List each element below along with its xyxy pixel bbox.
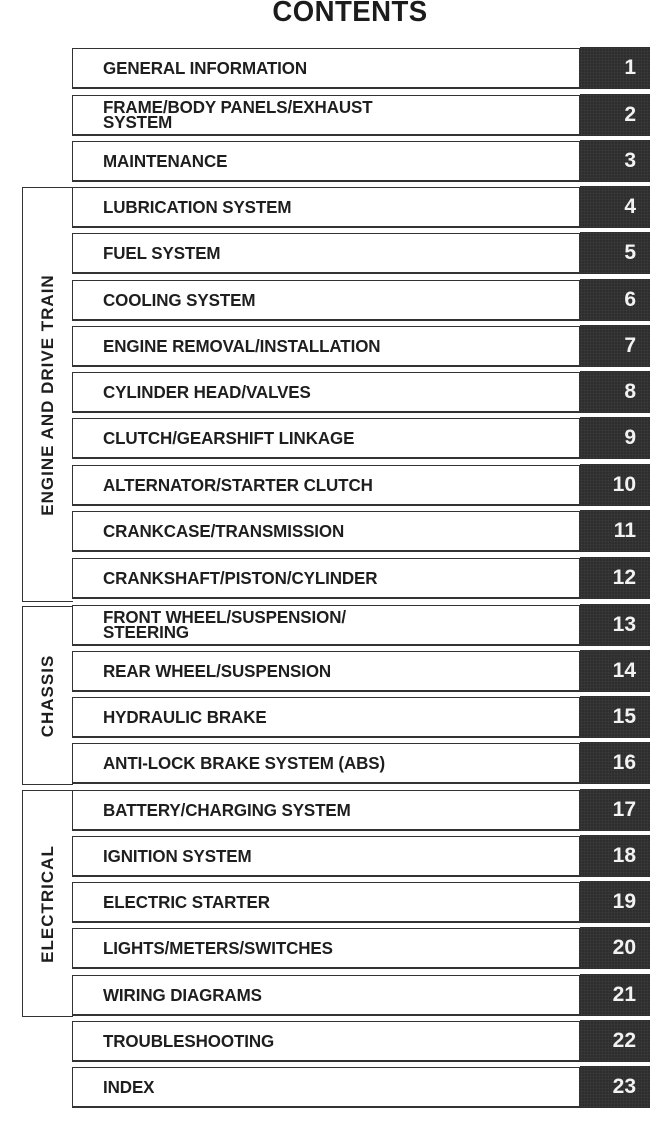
section-number: 13: [612, 613, 636, 636]
section-title[interactable]: ELECTRIC STARTER: [103, 891, 270, 912]
section-tab[interactable]: [580, 232, 650, 274]
section-tab[interactable]: [580, 835, 650, 877]
section-number: 6: [624, 288, 636, 311]
section-row-15[interactable]: [72, 697, 650, 737]
section-tab[interactable]: [580, 371, 650, 413]
section-title[interactable]: ALTERNATOR/STARTER CLUTCH: [103, 474, 373, 495]
section-tab[interactable]: [580, 650, 650, 692]
section-number: 16: [612, 751, 636, 774]
section-tab[interactable]: [580, 417, 650, 459]
group-chassis: [22, 606, 73, 785]
section-row-18[interactable]: [72, 836, 650, 876]
section-title[interactable]: FUEL SYSTEM: [103, 242, 221, 263]
section-number: 15: [612, 705, 636, 728]
section-row-22[interactable]: [72, 1021, 650, 1061]
section-tab[interactable]: [580, 927, 650, 969]
section-row-2[interactable]: [72, 95, 650, 135]
section-title[interactable]: CRANKCASE/TRANSMISSION: [103, 520, 345, 541]
section-title[interactable]: CLUTCH/GEARSHIFT LINKAGE: [103, 427, 355, 448]
section-tab[interactable]: [580, 974, 650, 1016]
section-row-1[interactable]: [72, 48, 650, 88]
section-title[interactable]: HYDRAULIC BRAKE: [103, 706, 267, 727]
section-title[interactable]: FRAME/BODY PANELS/EXHAUST SYSTEM: [103, 97, 373, 132]
section-number: 19: [612, 890, 636, 913]
section-tab[interactable]: [580, 140, 650, 182]
section-number: 10: [612, 473, 636, 496]
section-number: 17: [612, 798, 636, 821]
section-title[interactable]: ANTI-LOCK BRAKE SYSTEM (ABS): [103, 752, 386, 773]
section-tab[interactable]: [580, 325, 650, 367]
section-row-9[interactable]: [72, 418, 650, 458]
section-row-8[interactable]: [72, 372, 650, 412]
section-title[interactable]: LUBRICATION SYSTEM: [103, 196, 292, 217]
section-number: 8: [624, 380, 636, 403]
section-row-6[interactable]: [72, 280, 650, 320]
section-title[interactable]: FRONT WHEEL/SUSPENSION/ STEERING: [103, 607, 346, 642]
group-engine-and-drive-train: [22, 187, 73, 602]
section-row-23[interactable]: [72, 1067, 650, 1107]
section-title[interactable]: CRANKSHAFT/PISTON/CYLINDER: [103, 567, 378, 588]
section-number: 22: [612, 1029, 636, 1052]
section-tab[interactable]: [580, 742, 650, 784]
section-row-19[interactable]: [72, 882, 650, 922]
section-title[interactable]: INDEX: [103, 1076, 155, 1097]
section-number: 4: [624, 195, 636, 218]
section-row-17[interactable]: [72, 790, 650, 830]
section-tab[interactable]: [580, 510, 650, 552]
section-number: 12: [612, 566, 636, 589]
section-title[interactable]: TROUBLESHOOTING: [103, 1030, 275, 1051]
section-tab[interactable]: [580, 789, 650, 831]
section-tab[interactable]: [580, 604, 650, 646]
section-row-11[interactable]: [72, 511, 650, 551]
page-title: CONTENTS: [272, 0, 428, 28]
section-number: 3: [624, 149, 636, 172]
group-label: ENGINE AND DRIVE TRAIN: [38, 273, 57, 516]
group-label: ELECTRICAL: [38, 844, 57, 963]
section-title[interactable]: COOLING SYSTEM: [103, 289, 256, 310]
section-row-3[interactable]: [72, 141, 650, 181]
section-row-12[interactable]: [72, 558, 650, 598]
section-number: 9: [624, 426, 636, 449]
section-number: 18: [612, 844, 636, 867]
section-tab[interactable]: [580, 186, 650, 228]
section-row-10[interactable]: [72, 465, 650, 505]
section-title[interactable]: CYLINDER HEAD/VALVES: [103, 381, 311, 402]
section-number: 1: [624, 56, 636, 79]
section-tab[interactable]: [580, 47, 650, 89]
section-tab[interactable]: [580, 1066, 650, 1108]
section-title[interactable]: BATTERY/CHARGING SYSTEM: [103, 799, 351, 820]
section-row-7[interactable]: [72, 326, 650, 366]
section-tab[interactable]: [580, 696, 650, 738]
section-title[interactable]: WIRING DIAGRAMS: [103, 984, 262, 1005]
section-number: 7: [624, 334, 636, 357]
section-number: 20: [612, 936, 636, 959]
section-row-20[interactable]: [72, 928, 650, 968]
section-number: 5: [624, 241, 636, 264]
section-row-14[interactable]: [72, 651, 650, 691]
section-row-13[interactable]: [72, 605, 650, 645]
section-title[interactable]: MAINTENANCE: [103, 150, 228, 171]
group-electrical: [22, 790, 73, 1017]
section-row-5[interactable]: [72, 233, 650, 273]
section-title[interactable]: ENGINE REMOVAL/INSTALLATION: [103, 335, 381, 356]
section-title[interactable]: GENERAL INFORMATION: [103, 57, 308, 78]
section-tab[interactable]: [580, 464, 650, 506]
section-title[interactable]: REAR WHEEL/SUSPENSION: [103, 660, 332, 681]
section-number: 2: [624, 103, 636, 126]
section-title[interactable]: LIGHTS/METERS/SWITCHES: [103, 937, 333, 958]
section-tab[interactable]: [580, 881, 650, 923]
section-tab[interactable]: [580, 94, 650, 136]
section-number: 11: [613, 519, 636, 542]
section-number: 23: [612, 1075, 636, 1098]
section-row-4[interactable]: [72, 187, 650, 227]
section-tab[interactable]: [580, 279, 650, 321]
section-number: 21: [612, 983, 636, 1006]
section-row-21[interactable]: [72, 975, 650, 1015]
section-number: 14: [612, 659, 636, 682]
section-tab[interactable]: [580, 1020, 650, 1062]
section-row-16[interactable]: [72, 743, 650, 783]
section-title[interactable]: IGNITION SYSTEM: [103, 845, 252, 866]
section-tab[interactable]: [580, 557, 650, 599]
group-label: CHASSIS: [38, 654, 57, 737]
